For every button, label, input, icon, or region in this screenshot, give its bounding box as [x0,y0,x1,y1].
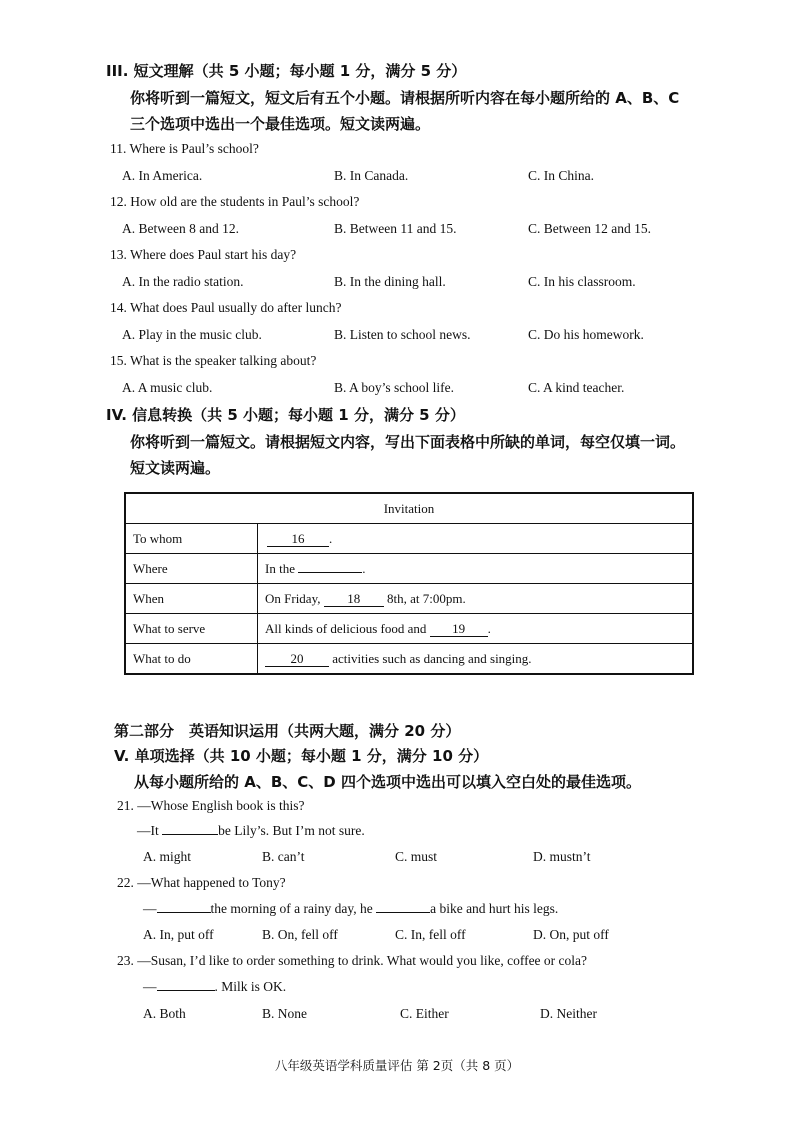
page-footer: 八年级英语学科质量评估 第 2页（共 8 页） [274,1058,520,1073]
question-14-option-b: B. Listen to school news. [334,327,471,342]
question-23-suffix: . Milk is OK. [214,979,287,994]
section-3-instruction-line2: 三个选项中选出一个最佳选项。短文读两遍。 [130,115,431,133]
section-4-heading: IV. 信息转换（共 5 小题；每小题 1 分，满分 5 分） [106,406,465,424]
table-row [125,584,693,614]
question-23-option-d: D. Neither [540,1006,597,1021]
section-5-instruction: 从每小题所给的 A、B、C、D 四个选项中选出可以填入空白处的最佳选项。 [134,773,641,791]
answer-blank-21[interactable] [162,834,218,835]
question-21-option-d: D. mustn’t [533,849,591,864]
question-11-option-b: B. In Canada. [334,168,409,183]
question-11-option-c: C. In China. [528,168,594,183]
question-22-suffix: a bike and hurt his legs. [430,901,559,916]
question-23-option-c: C. Either [400,1006,449,1021]
question-14-option-a: A. Play in the music club. [122,327,262,342]
question-23-prefix: — [143,979,157,994]
question-21-prefix: —It [137,823,159,838]
answer-blank-16[interactable]: 16 [267,532,329,547]
section-5-heading: V. 单项选择（共 10 小题；每小题 1 分，满分 10 分） [114,747,489,765]
question-13-option-b: B. In the dining hall. [334,274,446,289]
row-value-post: . [487,620,491,636]
question-12-option-a: A. Between 8 and 12. [122,221,239,236]
question-13-option-c: C. In his classroom. [528,274,636,289]
question-22-option-b: B. On, fell off [262,927,338,942]
invitation-table-title: Invitation [125,493,693,524]
question-21-line1: 21. —Whose English book is this? [117,798,305,813]
question-23-line2 [143,979,286,995]
question-13-option-a: A. In the radio station. [122,274,244,289]
row-value-post: 8th, at 7:00pm. [387,590,466,606]
question-11-option-a: A. In America. [122,168,203,183]
row-value-post: activities such as dancing and singing. [332,650,532,666]
row-value-when [258,584,694,614]
question-22-middle: the morning of a rainy day, he [210,901,373,916]
question-22-prefix: — [143,901,157,916]
table-row [125,644,693,675]
question-14-stem: 14. What does Paul usually do after lunch? [110,300,342,315]
section-4-instruction-line1: 你将听到一篇短文。请根据短文内容，写出下面表格中所缺的单词，每空仅填一词。 [130,433,686,451]
table-row [125,614,693,644]
question-23-option-a: A. Both [143,1006,186,1021]
answer-blank-23[interactable] [157,990,215,991]
question-21-line2 [137,823,365,839]
row-value-what-to-do [258,644,694,675]
row-value-what-to-serve [258,614,694,644]
question-14-option-c: C. Do his homework. [528,327,644,342]
question-21-option-b: B. can’t [262,849,305,864]
row-label-when: When [125,584,258,614]
answer-blank-18[interactable]: 18 [324,592,384,607]
row-label-to-whom: To whom [125,524,258,554]
question-23-option-b: B. None [262,1006,307,1021]
section-3-instruction-line1: 你将听到一篇短文，短文后有五个小题。请根据所听内容在每小题所给的 A、B、C [130,89,680,107]
question-22-option-a: A. In, put off [143,927,214,942]
question-12-option-b: B. Between 11 and 15. [334,221,457,236]
table-row [125,524,693,554]
section-3-heading: III. 短文理解（共 5 小题；每小题 1 分，满分 5 分） [106,62,467,80]
row-value-pre: On Friday, [265,590,321,606]
row-value-post: . [362,560,366,576]
question-22-option-d: D. On, put off [533,927,609,942]
question-12-option-c: C. Between 12 and 15. [528,221,651,236]
question-13-stem: 13. Where does Paul start his day? [110,247,297,262]
row-value-pre: In the [265,560,295,576]
question-15-stem: 15. What is the speaker talking about? [110,353,317,368]
invitation-table [124,492,694,675]
question-15-option-a: A. A music club. [122,380,213,395]
question-22-option-c: C. In, fell off [395,927,466,942]
invitation-table-title-row [125,493,693,524]
question-21-suffix: be Lily’s. But I’m not sure. [218,823,365,838]
question-15-option-c: C. A kind teacher. [528,380,625,395]
answer-blank-17[interactable] [298,572,362,573]
question-11-stem: 11. Where is Paul’s school? [110,141,259,156]
row-label-what-to-do: What to do [125,644,258,675]
row-value-to-whom [258,524,694,554]
question-15-option-b: B. A boy’s school life. [334,380,455,395]
question-23-line1: 23. —Susan, I’d like to order something to drink. What would you like, coffee or cola? [117,953,588,968]
row-value-pre: All kinds of delicious food and [265,620,427,636]
question-22-line2 [143,901,558,917]
row-value-post: . [329,530,333,546]
answer-blank-22b[interactable] [376,912,430,913]
answer-blank-22a[interactable] [157,912,211,913]
row-value-where [258,554,694,584]
row-label-where: Where [125,554,258,584]
row-label-what-to-serve: What to serve [125,614,258,644]
question-21-option-a: A. might [143,849,192,864]
part-2-heading: 第二部分 英语知识运用（共两大题，满分 20 分） [114,722,461,740]
question-21-option-c: C. must [395,849,438,864]
section-4-instruction-line2: 短文读两遍。 [130,459,221,477]
answer-blank-20[interactable]: 20 [265,652,329,667]
question-12-stem: 12. How old are the students in Paul’s school? [110,194,360,209]
question-22-line1: 22. —What happened to Tony? [117,875,286,890]
answer-blank-19[interactable]: 19 [430,622,488,637]
table-row [125,554,693,584]
